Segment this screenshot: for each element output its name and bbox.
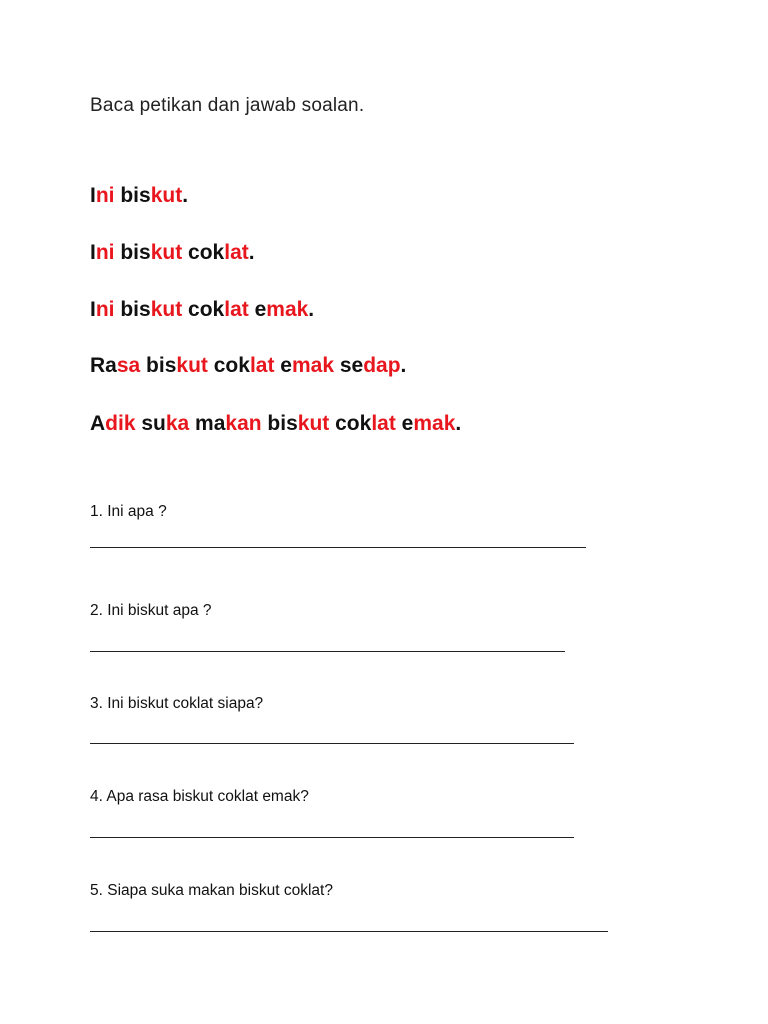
plain-syllable: bis [114, 184, 151, 207]
plain-syllable: e [274, 354, 292, 377]
plain-syllable: . [248, 241, 255, 264]
plain-syllable: cok [329, 412, 372, 435]
plain-syllable: . [400, 354, 407, 377]
plain-syllable: se [334, 354, 364, 377]
plain-syllable: . [182, 184, 189, 207]
highlighted-syllable: dap [363, 354, 401, 377]
plain-syllable: Ra [90, 354, 117, 377]
highlighted-syllable: kut [150, 184, 183, 207]
answer-line-3[interactable] [90, 743, 574, 744]
plain-syllable: cok [182, 241, 225, 264]
plain-syllable: I [90, 298, 96, 321]
question-1: 1. Ini apa ? [90, 503, 167, 520]
passage-line-1 [90, 184, 188, 208]
answer-line-2[interactable] [90, 651, 565, 652]
answer-line-4[interactable] [90, 837, 574, 838]
plain-syllable: . [308, 298, 315, 321]
plain-syllable: bis [140, 354, 177, 377]
highlighted-syllable: ni [95, 241, 115, 264]
highlighted-syllable: ni [95, 184, 115, 207]
plain-syllable: cok [207, 354, 250, 377]
highlighted-syllable: lat [224, 298, 249, 321]
highlighted-syllable: ni [95, 298, 115, 321]
plain-syllable: cok [182, 298, 225, 321]
plain-syllable: su [135, 412, 166, 435]
plain-syllable: e [395, 412, 414, 435]
highlighted-syllable: mak [291, 354, 334, 377]
highlighted-syllable: kan [225, 412, 262, 435]
plain-syllable: A [90, 412, 106, 435]
plain-syllable: I [90, 184, 96, 207]
question-4: 4. Apa rasa biskut coklat emak? [90, 788, 309, 805]
highlighted-syllable: kut [176, 354, 208, 377]
highlighted-syllable: lat [249, 354, 275, 377]
highlighted-syllable: mak [266, 298, 309, 321]
plain-syllable: bis [114, 298, 151, 321]
plain-syllable: . [455, 412, 462, 435]
question-3: 3. Ini biskut coklat siapa? [90, 695, 264, 712]
highlighted-syllable: sa [116, 354, 141, 377]
plain-syllable: ma [189, 412, 226, 435]
highlighted-syllable: dik [105, 412, 136, 435]
instruction-text: Baca petikan dan jawab soalan. [90, 95, 365, 116]
question-5: 5. Siapa suka makan biskut coklat? [90, 882, 333, 899]
plain-syllable: I [90, 241, 96, 264]
passage-line-5 [90, 412, 461, 436]
plain-syllable: bis [261, 412, 298, 435]
plain-syllable: bis [114, 241, 151, 264]
highlighted-syllable: kut [297, 412, 330, 435]
passage-line-3 [90, 298, 314, 322]
highlighted-syllable: kut [150, 241, 183, 264]
highlighted-syllable: mak [413, 412, 456, 435]
answer-line-5[interactable] [90, 931, 608, 932]
highlighted-syllable: lat [371, 412, 396, 435]
plain-syllable: e [248, 298, 267, 321]
highlighted-syllable: kut [150, 298, 183, 321]
highlighted-syllable: ka [165, 412, 190, 435]
question-2: 2. Ini biskut apa ? [90, 602, 212, 619]
passage-line-2 [90, 241, 255, 265]
answer-line-1[interactable] [90, 547, 586, 548]
highlighted-syllable: lat [224, 241, 249, 264]
passage-line-4 [90, 354, 406, 378]
